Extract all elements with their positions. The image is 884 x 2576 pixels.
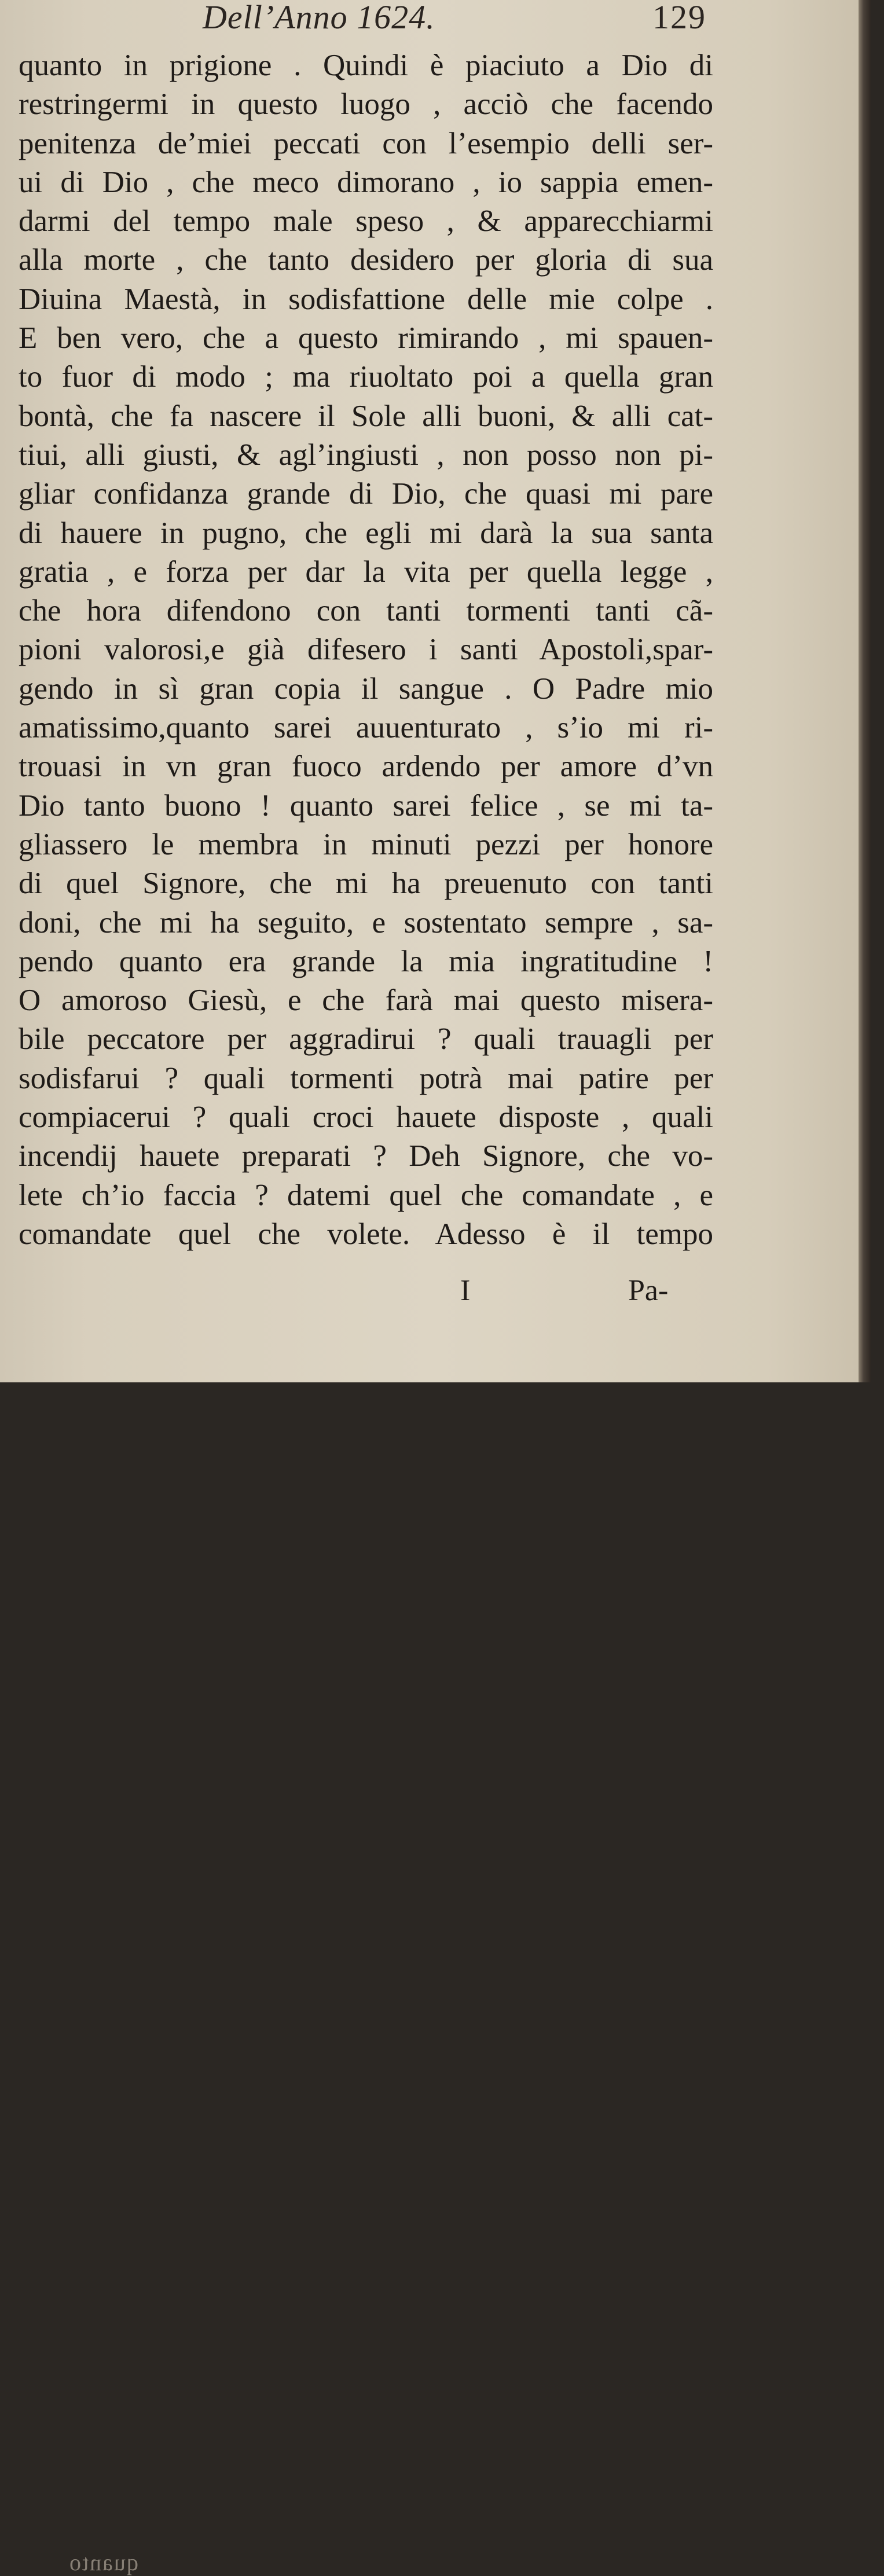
page-footer: [0, 1274, 753, 2575]
running-title: Dell’Anno 1624.: [203, 0, 435, 36]
text-line: comandate quel che volete. Adesso è il tempo: [19, 1217, 713, 1251]
text-line: quanto in prigione . Quindi è piaciuto a Dio di: [19, 49, 713, 82]
text-line: gliassero le membra in minuti pezzi per honore: [19, 827, 713, 861]
page-edge: [859, 0, 871, 1382]
text-line: pioni valorosi,e già difesero i santi Apostoli,spar-: [19, 633, 713, 667]
text-line: compiacerui ? quali croci hauete disposte , quali: [19, 1100, 713, 1135]
text-line: Diuina Maestà, in sodisfattione delle mie colpe .: [19, 282, 713, 316]
text-line: bontà, che fa nascere il Sole alli buoni, & alli cat-: [19, 399, 713, 433]
text-line: alla morte , che tanto desidero per gloria di sua: [19, 243, 713, 277]
text-line: to fuor di modo ; ma riuoltato poi a quella gran: [19, 360, 713, 394]
text-line: pendo quanto era grande la mia ingratitudine !: [19, 944, 713, 978]
body-text: [19, 46, 713, 1254]
text-line: tiui, alli giusti, & agl’ingiusti , non posso non pi-: [19, 438, 713, 472]
text-line: gliar confidanza grande di Dio, che quasi mi pare: [19, 477, 713, 511]
text-line: gendo in sì gran copia il sangue . O Padre mio: [19, 671, 713, 706]
text-line: di hauere in pugno, che egli mi darà la sua santa: [19, 516, 713, 550]
text-line: penitenza de’miei peccati con l’esempio delli ser-: [19, 126, 713, 160]
text-line: gratia , e forza per dar la vita per quella legge ,: [19, 555, 713, 589]
text-line: trouasi in vn gran fuoco ardendo per amore d’vn: [19, 750, 713, 784]
text-line: E ben vero, che a questo rimirando , mi spauen-: [19, 321, 713, 355]
catchword: Pa-: [628, 1274, 669, 1307]
text-line: amatissimo,quanto sarei auuenturato , s’io mi ri-: [19, 711, 713, 745]
text-line: bile peccatore per aggradirui ? quali trauagli per: [19, 1022, 713, 1056]
text-line: incendij hauete preparati ? Deh Signore, che vo-: [19, 1139, 713, 1173]
page-header: [197, 0, 706, 41]
text-line: restringermi in questo luogo , acciò che facendo: [19, 87, 713, 122]
signature-mark: I: [460, 1274, 471, 1307]
text-line: lete ch’io faccia ? datemi quel che comandate , e: [19, 1178, 713, 1212]
text-line: Dio tanto buono ! quanto sarei felice , se mi ta-: [19, 788, 713, 823]
text-line: darmi del tempo male speso , & apparecchiarmi: [19, 204, 713, 238]
text-line: sodisfarui ? quali tormenti potrà mai patire per: [19, 1061, 713, 1095]
text-line: che hora difendono con tanti tormenti tanti cã-: [19, 594, 713, 628]
bleed-through-text: quanto: [68, 2549, 138, 2575]
text-line: ui di Dio , che meco dimorano , io sappia emen-: [19, 165, 713, 199]
text-line: O amoroso Giesù, e che farà mai questo misera-: [19, 984, 713, 1018]
page-number: 129: [652, 0, 706, 36]
text-line: di quel Signore, che mi ha preuenuto con tanti: [19, 867, 713, 901]
text-line: doni, che mi ha seguito, e sostentato sempre , sa-: [19, 905, 713, 940]
